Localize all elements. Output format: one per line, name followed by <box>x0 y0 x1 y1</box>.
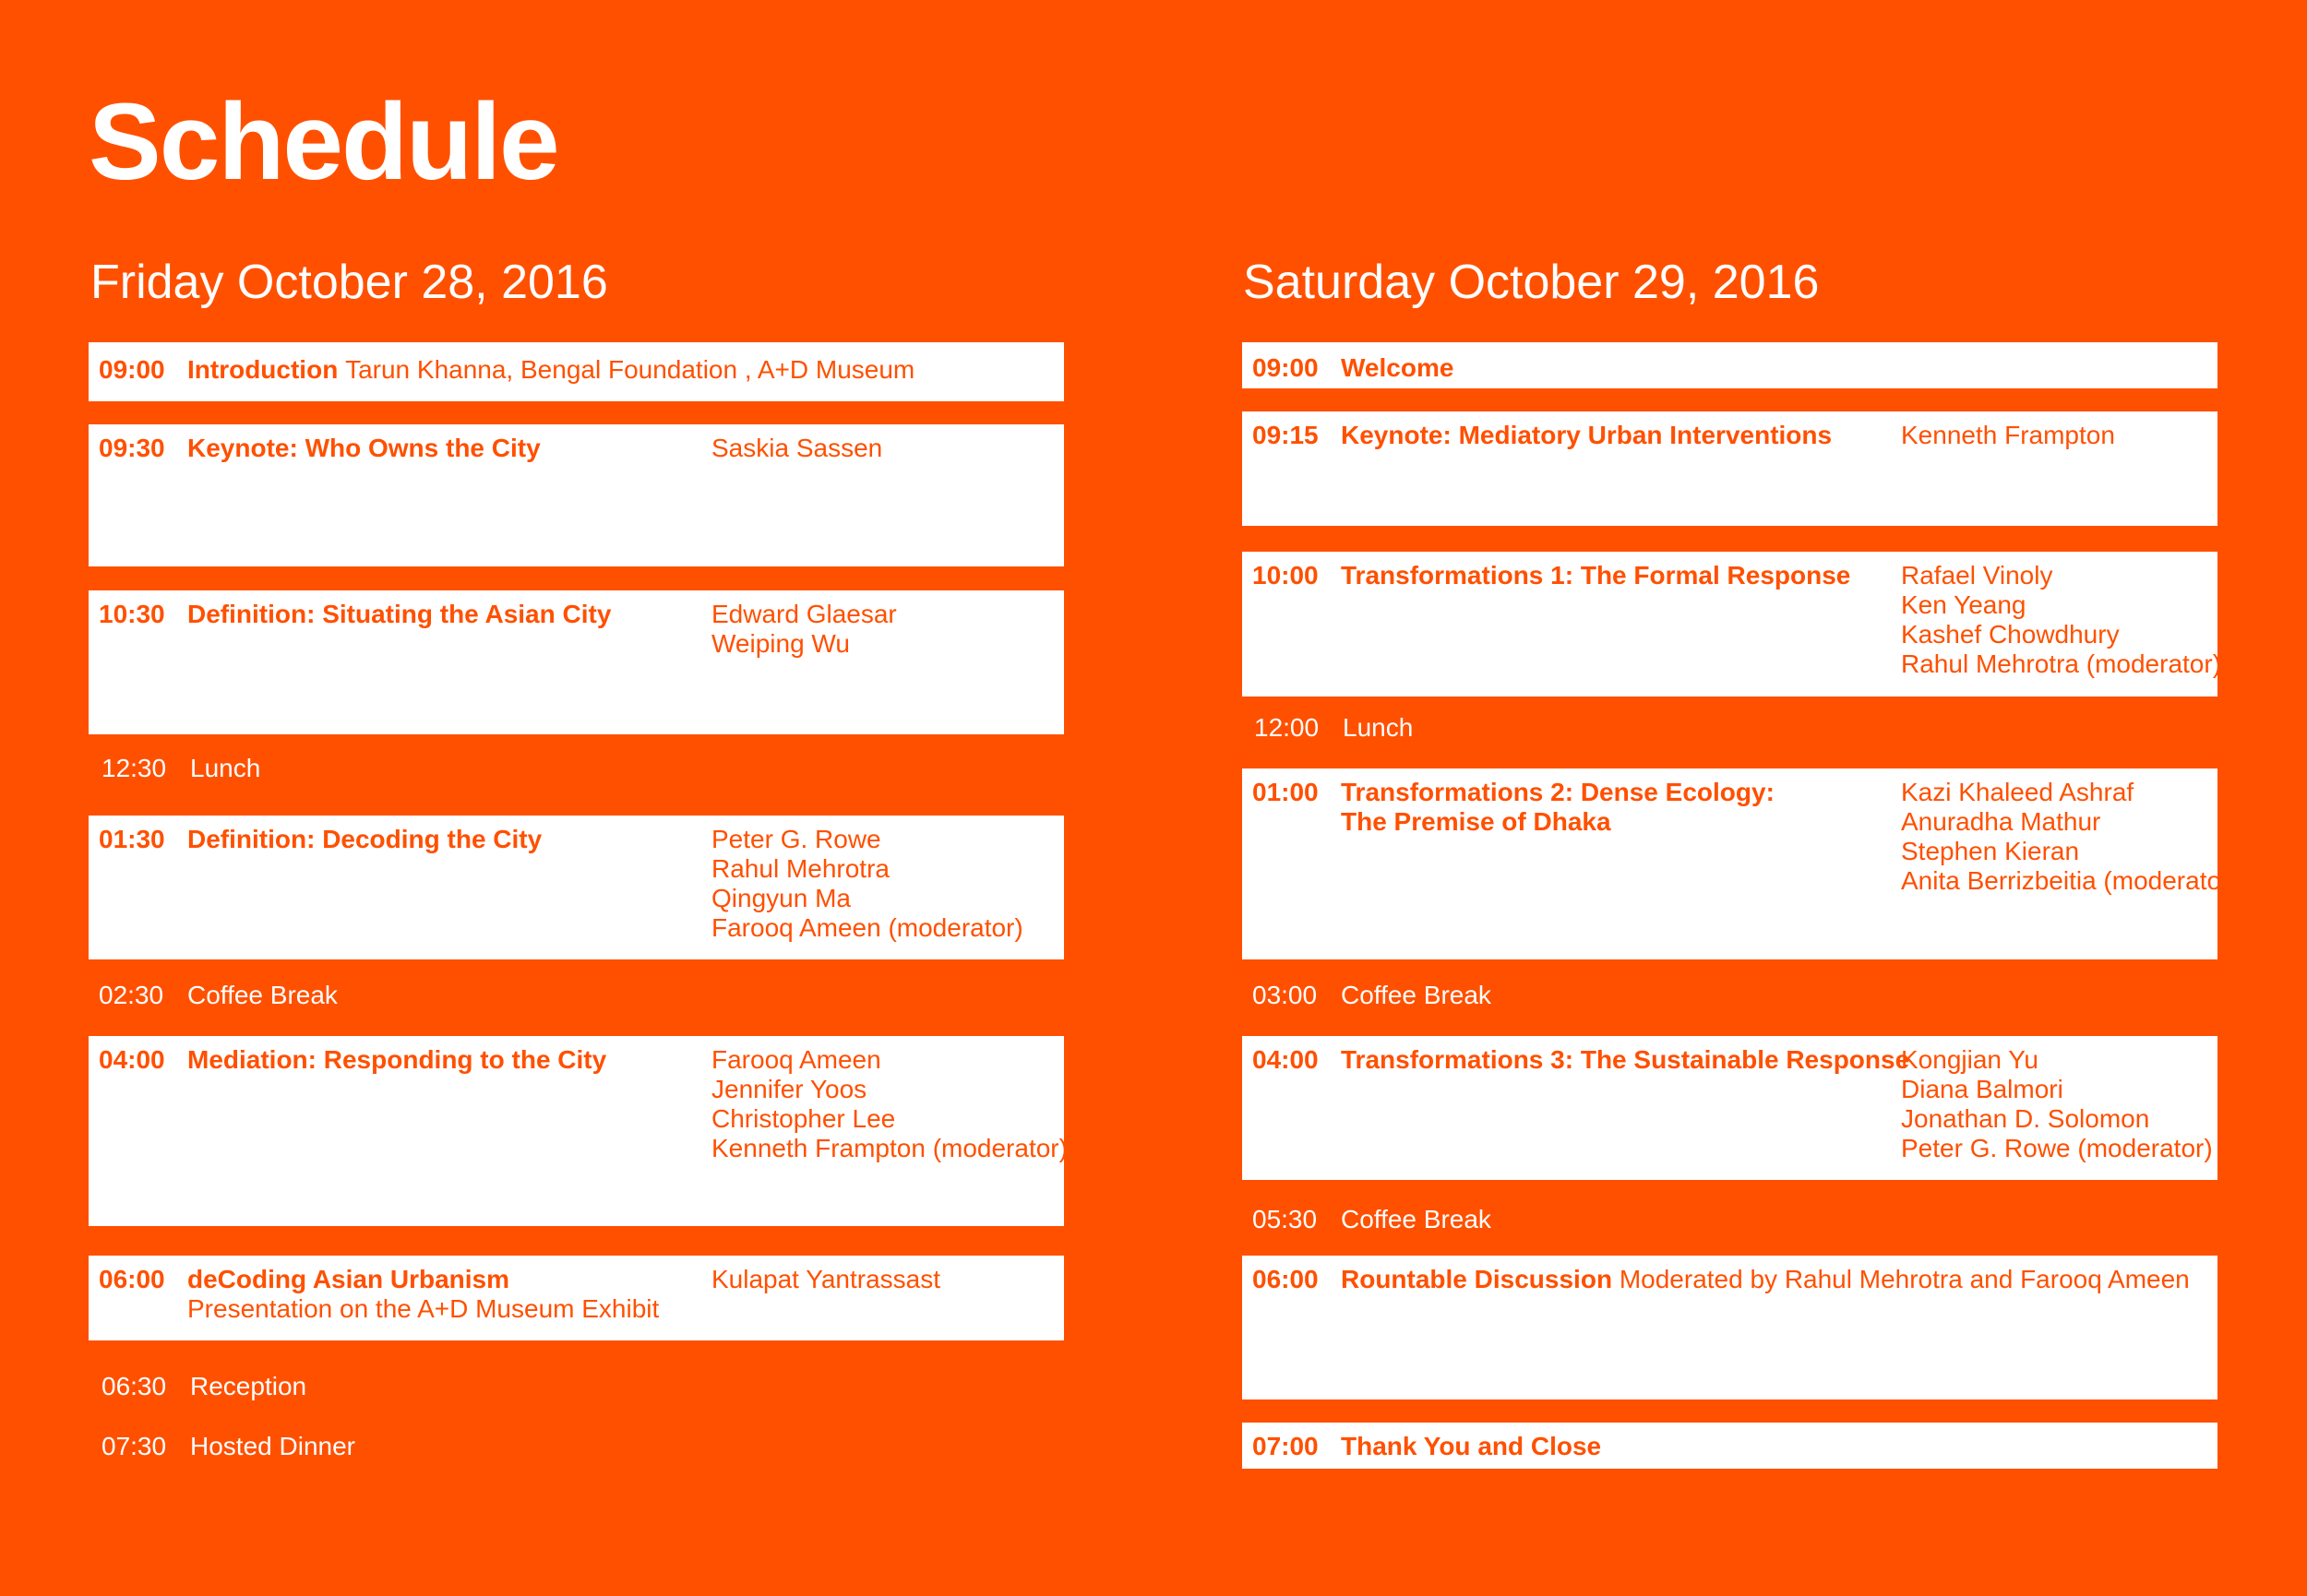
session-time: 12:00 <box>1254 713 1320 742</box>
speaker-list <box>1901 421 2115 450</box>
speaker: Qingyun Ma <box>711 884 851 912</box>
session-title: Rountable Discussion Moderated by Rahul Mehrotra and Farooq Ameen <box>1341 1265 2190 1293</box>
session-title: Introduction Tarun Khanna, Bengal Foundation , A+D Museum <box>187 355 915 384</box>
session-detail: Tarun Khanna, Bengal Foundation , A+D Museum <box>345 355 915 384</box>
session-title: Welcome <box>1341 353 1454 382</box>
session-time: 09:00 <box>99 355 165 384</box>
session-time: 10:00 <box>1252 561 1319 590</box>
speaker: Farooq Ameen <box>711 1045 881 1074</box>
speaker-list <box>711 825 1023 943</box>
speaker: Kazi Khaleed Ashraf <box>1901 778 2134 806</box>
session-card <box>1242 342 2217 388</box>
session-card <box>1242 1256 2217 1399</box>
speaker-list <box>711 600 897 659</box>
page-title: Schedule <box>89 81 558 203</box>
session-time: 04:00 <box>99 1045 165 1074</box>
speaker: Christopher Lee <box>711 1104 896 1133</box>
speaker: Rahul Mehrotra (moderator) <box>1901 649 2222 678</box>
session-card <box>1242 411 2217 526</box>
speaker: Diana Balmori <box>1901 1075 2063 1103</box>
session-card <box>89 1256 1064 1340</box>
session-title: Keynote: Mediatory Urban Interventions <box>1341 421 1833 449</box>
session-card <box>89 1036 1068 1226</box>
speaker: Stephen Kieran <box>1901 837 2080 865</box>
speaker: Kenneth Frampton (moderator) <box>711 1134 1068 1162</box>
speaker: Jennifer Yoos <box>711 1075 867 1103</box>
session-card <box>1242 1423 2217 1469</box>
session-time: 06:00 <box>99 1265 165 1293</box>
session-detail: Moderated by Rahul Mehrotra and Farooq Ameen <box>1619 1265 2190 1293</box>
session-time: 01:00 <box>1252 778 1319 806</box>
session-card <box>89 816 1064 959</box>
speaker-list <box>711 1045 1068 1163</box>
session-time: 05:30 <box>1252 1205 1318 1233</box>
speaker-list <box>1901 1045 2213 1163</box>
session-title: deCoding Asian Urbanism <box>187 1265 510 1293</box>
session-title: Hosted Dinner <box>190 1432 355 1460</box>
speaker: Kenneth Frampton <box>1901 421 2115 449</box>
session-time: 01:30 <box>99 825 165 853</box>
session-title: Definition: Decoding the City <box>187 825 543 853</box>
speaker: Kongjian Yu <box>1901 1045 2038 1074</box>
speaker: Ken Yeang <box>1901 590 2026 619</box>
session-time: 10:30 <box>99 600 165 628</box>
session-title: Reception <box>190 1372 307 1400</box>
session-time: 07:30 <box>102 1432 167 1460</box>
speaker: Edward Glaesar <box>711 600 897 628</box>
session-title: Coffee Break <box>1341 981 1491 1009</box>
session-time: 09:30 <box>99 434 165 462</box>
session-time: 09:00 <box>1252 353 1319 382</box>
speaker: Rafael Vinoly <box>1901 561 2053 590</box>
session-title: Coffee Break <box>187 981 338 1009</box>
session-title: Lunch <box>1343 713 1414 742</box>
session-title: Transformations 1: The Formal Response <box>1341 561 1851 590</box>
speaker: Peter G. Rowe <box>711 825 881 853</box>
session-title: Definition: Situating the Asian City <box>187 600 612 628</box>
session-subtitle: Presentation on the A+D Museum Exhibit <box>187 1294 660 1323</box>
session-card <box>89 342 1064 401</box>
session-title: Transformations 2: Dense Ecology: The Premise of Dhaka <box>1341 778 1775 836</box>
session-card <box>1242 552 2222 697</box>
session-time: 06:00 <box>1252 1265 1319 1293</box>
session-time: 07:00 <box>1252 1432 1319 1460</box>
speaker-list <box>1901 778 2239 896</box>
session-time: 04:00 <box>1252 1045 1319 1074</box>
speaker: Saskia Sassen <box>711 434 883 462</box>
speaker: Anita Berrizbeitia (moderator) <box>1901 866 2239 895</box>
speaker-list <box>711 1265 940 1294</box>
session-card <box>89 590 1064 734</box>
speaker: Weiping Wu <box>711 629 850 658</box>
session-title: Mediation: Responding to the City <box>187 1045 607 1074</box>
speaker-list <box>1901 561 2221 679</box>
friday-heading: Friday October 28, 2016 <box>90 256 608 309</box>
session-time: 02:30 <box>99 981 164 1009</box>
speaker: Kulapat Yantrassast <box>711 1265 941 1293</box>
session-card <box>1242 1036 2217 1180</box>
session-time: 09:15 <box>1252 421 1319 449</box>
session-title: Coffee Break <box>1341 1205 1491 1233</box>
speaker: Rahul Mehrotra <box>711 854 890 883</box>
session-card <box>1242 768 2239 959</box>
session-title: Lunch <box>190 754 261 782</box>
session-time: 12:30 <box>102 754 167 782</box>
session-title: Keynote: Who Owns the City <box>187 434 541 462</box>
saturday-heading: Saturday October 29, 2016 <box>1243 256 1820 309</box>
speaker: Kashef Chowdhury <box>1901 620 2120 649</box>
session-title: Thank You and Close <box>1341 1432 1602 1460</box>
session-card <box>89 424 1064 566</box>
speaker: Farooq Ameen (moderator) <box>711 913 1023 942</box>
session-time: 03:00 <box>1252 981 1318 1009</box>
speaker: Anuradha Mathur <box>1901 807 2101 836</box>
session-time: 06:30 <box>102 1372 167 1400</box>
speaker-list <box>711 434 882 463</box>
speaker: Jonathan D. Solomon <box>1901 1104 2150 1133</box>
session-title: Transformations 3: The Sustainable Response <box>1341 1045 1910 1074</box>
speaker: Peter G. Rowe (moderator) <box>1901 1134 2213 1162</box>
